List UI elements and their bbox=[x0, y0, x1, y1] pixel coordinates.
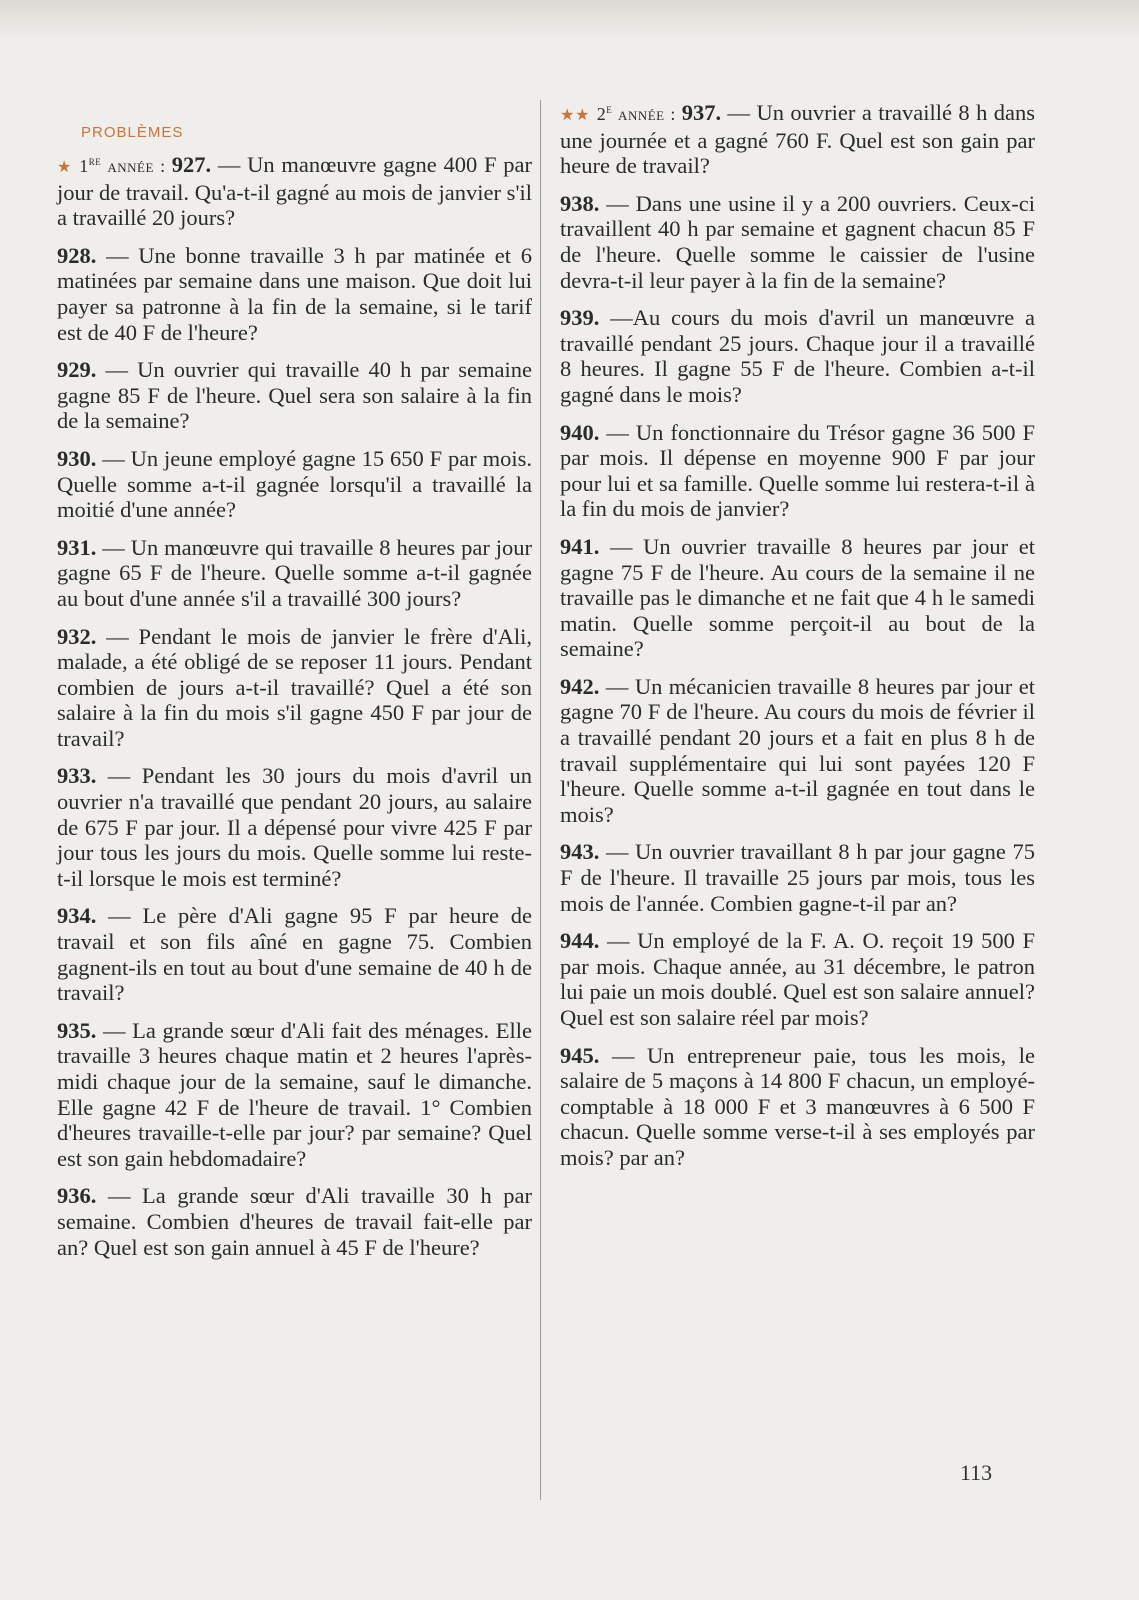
problem-item bbox=[560, 420, 1035, 522]
problem-number: 940. bbox=[560, 419, 600, 445]
problem-number: 939. bbox=[560, 305, 600, 331]
problem-text: — Un jeune employé gagne 15 650 F par mois. Quelle somme a-t-il gagnée lorsqu'il a travaillé la moitié d'une année? bbox=[57, 445, 532, 523]
problem-text: — Un ouvrier qui travaille 40 h par semaine gagne 85 F de l'heure. Quel sera son salaire à la fin de la semaine? bbox=[57, 357, 532, 434]
problem-item bbox=[57, 624, 532, 752]
problem-item bbox=[560, 305, 1035, 407]
year-superscript: e bbox=[606, 101, 613, 116]
star-icon: ★ bbox=[57, 157, 73, 176]
problem-text: — Pendant les 30 jours du mois d'avril un ouvrier n'a travaillé que pendant 20 jours, au salaire de 675 F par jour. Il a dépensé pour vivre 425 F par jour tous les jours du mois. Quelle somme lui reste-t-il lorsque le mois est terminé? bbox=[57, 763, 532, 891]
problem-text: —Au cours du mois d'avril un manœuvre a travaillé pendant 25 jours. Chaque jour il a travaillé 8 heures. Il gagne 55 F de l'heure. Combien a-t-il gagné dans le mois? bbox=[560, 305, 1035, 407]
left-column bbox=[57, 112, 532, 1272]
problem-item bbox=[560, 534, 1035, 662]
problem-text: — Pendant le mois de janvier le frère d'Ali, malade, a été obligé de se reposer 11 jours. Pendant combien de jours a-t-il travaillé? Quel a été son salaire à la fin du mois s'il gagne 450 F par jour de travail? bbox=[57, 623, 532, 751]
page-top-shadow bbox=[0, 0, 1139, 40]
problem-item bbox=[57, 763, 532, 891]
column-divider bbox=[540, 100, 541, 1500]
problem-item bbox=[57, 1183, 532, 1260]
year-label bbox=[596, 101, 682, 124]
problem-item bbox=[57, 535, 532, 612]
problem-text: — Un employé de la F. A. O. reçoit 19 500 F par mois. Chaque année, au 31 décembre, le patron lui paie un mois doublé. Quel est son salaire annuel? Quel est son salaire réel par mois? bbox=[560, 928, 1035, 1030]
problem-text: — Un mécanicien travaille 8 heures par jour et gagne 70 F de l'heure. Au cours du mois de février il a travaillé pendant 20 jours et a fait en plus 8 h de travail supplémentaire qui lui sont payées 120 F l'heure. Quelle somme a-t-il gagnée en tout dans le mois? bbox=[560, 673, 1035, 827]
problem-number: 943. bbox=[560, 839, 600, 865]
right-column bbox=[560, 96, 1035, 1183]
problem-item bbox=[560, 96, 1035, 179]
problem-text: — Un ouvrier travaillant 8 h par jour gagne 75 F de l'heure. Il travaille 25 jours par mois, tous les mois de l'année. Combien gagne-t-il par an? bbox=[560, 839, 1035, 916]
problem-item bbox=[560, 1043, 1035, 1171]
problem-number: 927. bbox=[171, 152, 212, 177]
year-label bbox=[79, 153, 172, 176]
problem-text: — Un ouvrier a travaillé 8 h dans une journée et a gagné 760 F. Quel est son gain par heure de travail? bbox=[560, 100, 1035, 179]
year-text: année : bbox=[612, 104, 682, 124]
year-text: année : bbox=[101, 156, 172, 176]
problem-number: 933. bbox=[57, 763, 97, 789]
problem-text: — Une bonne travaille 3 h par matinée et 6 matinées par semaine dans une maison. Que doit lui payer sa patronne à la fin de la semaine, si le tarif est de 40 F de l'heure? bbox=[57, 242, 532, 345]
problem-item bbox=[57, 357, 532, 434]
problem-item bbox=[57, 1018, 532, 1172]
problem-number: 942. bbox=[560, 673, 600, 699]
problem-number: 932. bbox=[57, 623, 97, 649]
star-icon: ★★ bbox=[560, 105, 591, 124]
problem-text: — Le père d'Ali gagne 95 F par heure de travail et son fils aîné en gagne 75. Combien gagnent-ils en tout au bout d'une semaine de 40 h de travail? bbox=[57, 903, 532, 1006]
problem-number: 930. bbox=[57, 445, 97, 471]
problem-number: 937. bbox=[681, 100, 722, 125]
problem-text: — Dans une usine il y a 200 ouvriers. Ceux-ci travaillent 40 h par semaine et gagnent chacun 85 F de l'heure. Quelle somme le caissier de l'usine devra-t-il leur payer à la fin de la semaine? bbox=[560, 190, 1035, 293]
problem-item bbox=[57, 243, 532, 345]
problem-number: 936. bbox=[57, 1183, 97, 1209]
problem-item bbox=[57, 148, 532, 231]
left-problem-list bbox=[57, 148, 532, 1260]
problem-text: — La grande sœur d'Ali fait des ménages. Elle travaille 3 heures chaque matin et 2 heures l'après-midi chaque jour de la semaine, sauf le dimanche. Elle gagne 42 F de l'heure de travail. 1° Combien d'heures travaille-t-elle par jour? par semaine? Quel est son gain hebdomadaire? bbox=[57, 1017, 532, 1171]
problem-number: 941. bbox=[560, 533, 600, 559]
problem-number: 928. bbox=[57, 242, 97, 268]
problem-text: — Un manœuvre qui travaille 8 heures par jour gagne 65 F de l'heure. Quelle somme a-t-il gagnée au bout d'une année s'il a travaillé 300 jours? bbox=[57, 534, 532, 611]
problem-number: 944. bbox=[560, 928, 600, 954]
problem-text: — Un ouvrier travaille 8 heures par jour et gagne 75 F de l'heure. Au cours de la semaine il ne travaille pas le dimanche et ne fait que 4 h le samedi matin. Quelle somme perçoit-il au bout de la semaine? bbox=[560, 533, 1035, 662]
problem-number: 934. bbox=[57, 903, 97, 929]
problem-number: 935. bbox=[57, 1017, 97, 1043]
problem-number: 929. bbox=[57, 357, 97, 383]
problem-item bbox=[57, 446, 532, 523]
problem-item bbox=[560, 928, 1035, 1030]
problem-item bbox=[560, 839, 1035, 916]
problem-item bbox=[57, 903, 532, 1005]
problem-number: 931. bbox=[57, 534, 97, 560]
year-superscript: re bbox=[88, 153, 102, 168]
problem-text: — La grande sœur d'Ali travaille 30 h par semaine. Combien d'heures de travail fait-elle par an? Quel est son gain annuel à 45 F de l'heure? bbox=[57, 1183, 532, 1260]
problem-item bbox=[560, 191, 1035, 293]
problem-item bbox=[560, 674, 1035, 828]
problem-text: — Un manœuvre gagne 400 F par jour de travail. Qu'a-t-il gagné au mois de janvier s'il a travaillé 20 jours? bbox=[57, 152, 533, 231]
year-number: 1 bbox=[79, 156, 89, 176]
right-problem-list bbox=[560, 96, 1035, 1171]
section-title: PROBLÈMES bbox=[81, 124, 184, 141]
problem-text: — Un entrepreneur paie, tous les mois, le salaire de 5 maçons à 14 800 F chacun, un employé-comptable à 18 000 F et 3 manœuvres à 6 500 F chacun. Quelle somme verse-t-il à ses employés par mois? par an? bbox=[560, 1042, 1035, 1170]
problem-number: 945. bbox=[560, 1042, 600, 1068]
problem-number: 938. bbox=[560, 190, 600, 216]
page-number: 113 bbox=[960, 1460, 993, 1485]
year-number: 2 bbox=[596, 104, 607, 124]
problem-text: — Un fonctionnaire du Trésor gagne 36 500 F par mois. Il dépense en moyenne 900 F par jour pour lui et sa famille. Quelle somme lui restera-t-il à la fin du mois de janvier? bbox=[560, 419, 1035, 522]
